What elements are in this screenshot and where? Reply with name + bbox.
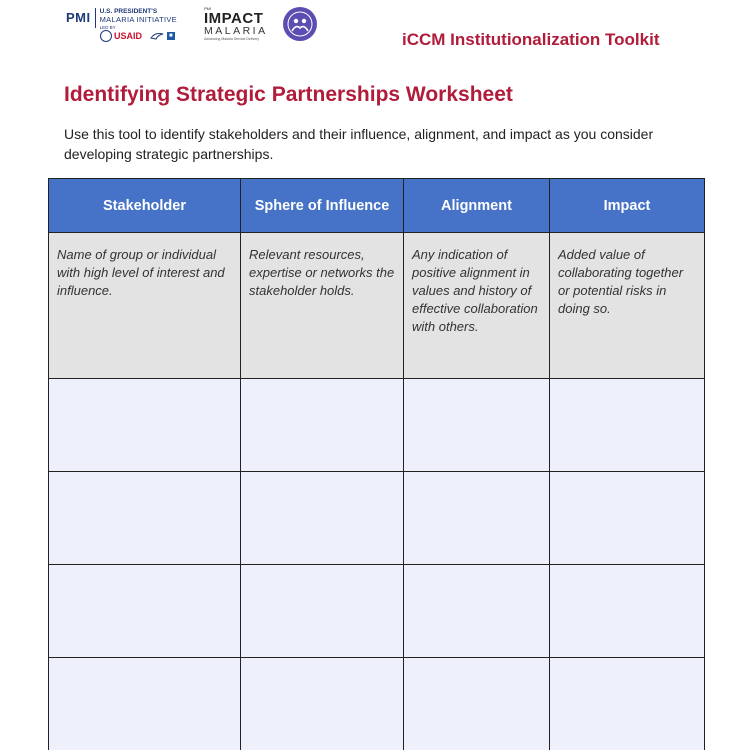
table-cell-impact[interactable] (550, 379, 705, 472)
impact-malaria-logo (204, 6, 268, 41)
usaid-logo (114, 31, 142, 41)
table-row (49, 472, 705, 565)
column-header-alignment: Alignment (404, 179, 550, 233)
table-cell-alignment[interactable] (404, 472, 550, 565)
pmi-divider (95, 8, 96, 28)
pmi-led-by: LED BY (100, 24, 177, 32)
community-health-badge-icon (282, 6, 318, 42)
description-stakeholder: Name of group or individual with high level of interest and influence. (49, 233, 241, 379)
table-cell-stakeholder[interactable] (49, 472, 241, 565)
description-impact: Added value of collaborating together or potential risks in doing so. (550, 233, 705, 379)
table-cell-sphere-of-influence[interactable] (241, 472, 404, 565)
table-cell-impact[interactable] (550, 565, 705, 658)
table-cell-alignment[interactable] (404, 565, 550, 658)
pmi-line1: U.S. PRESIDENT'S (100, 8, 177, 16)
partner-logos (66, 4, 336, 46)
worksheet-table (48, 178, 705, 750)
description-row (49, 233, 705, 379)
usaid-text: USAID (114, 31, 142, 41)
table-row (49, 379, 705, 472)
impact-tagline: Advancing Malaria Service Delivery (204, 37, 268, 41)
pmi-line2: MALARIA INITIATIVE (100, 16, 177, 24)
table-cell-impact[interactable] (550, 658, 705, 750)
table-cell-stakeholder[interactable] (49, 565, 241, 658)
impact-wordmark: IMPACT (204, 11, 268, 26)
table-cell-stakeholder[interactable] (49, 379, 241, 472)
column-header-sphere-of-influence: Sphere of Influence (241, 179, 404, 233)
toolkit-title: iCCM Institutionalization Toolkit (402, 30, 660, 50)
table-cell-alignment[interactable] (404, 379, 550, 472)
hhs-eagle-icon (150, 31, 164, 41)
column-header-impact: Impact (550, 179, 705, 233)
usaid-cdc-logos (100, 30, 175, 42)
pmi-mark: PMI (66, 10, 91, 25)
table-header-row (49, 179, 705, 233)
intro-paragraph: Use this tool to identify stakeholders and their influence, alignment, and impact as you consider developing strategic partnerships. (64, 124, 714, 164)
table-row (49, 658, 705, 750)
impact-small-label: PMI (204, 6, 268, 11)
description-alignment: Any indication of positive alignment in values and history of effective collaboration with others. (404, 233, 550, 379)
table-cell-sphere-of-influence[interactable] (241, 565, 404, 658)
cdc-logo-icon: ■ (167, 32, 175, 40)
pmi-wordmark (100, 8, 177, 32)
pmi-logo (66, 8, 177, 32)
table-cell-alignment[interactable] (404, 658, 550, 750)
description-sphere-of-influence: Relevant resources, expertise or networks the stakeholder holds. (241, 233, 404, 379)
page-title: Identifying Strategic Partnerships Worksheet (64, 83, 513, 107)
impact-malaria-label: MALARIA (204, 26, 268, 37)
usaid-seal-icon (100, 30, 112, 42)
table-cell-sphere-of-influence[interactable] (241, 379, 404, 472)
table-cell-sphere-of-influence[interactable] (241, 658, 404, 750)
column-header-stakeholder: Stakeholder (49, 179, 241, 233)
table-row (49, 565, 705, 658)
table-cell-impact[interactable] (550, 472, 705, 565)
table-cell-stakeholder[interactable] (49, 658, 241, 750)
